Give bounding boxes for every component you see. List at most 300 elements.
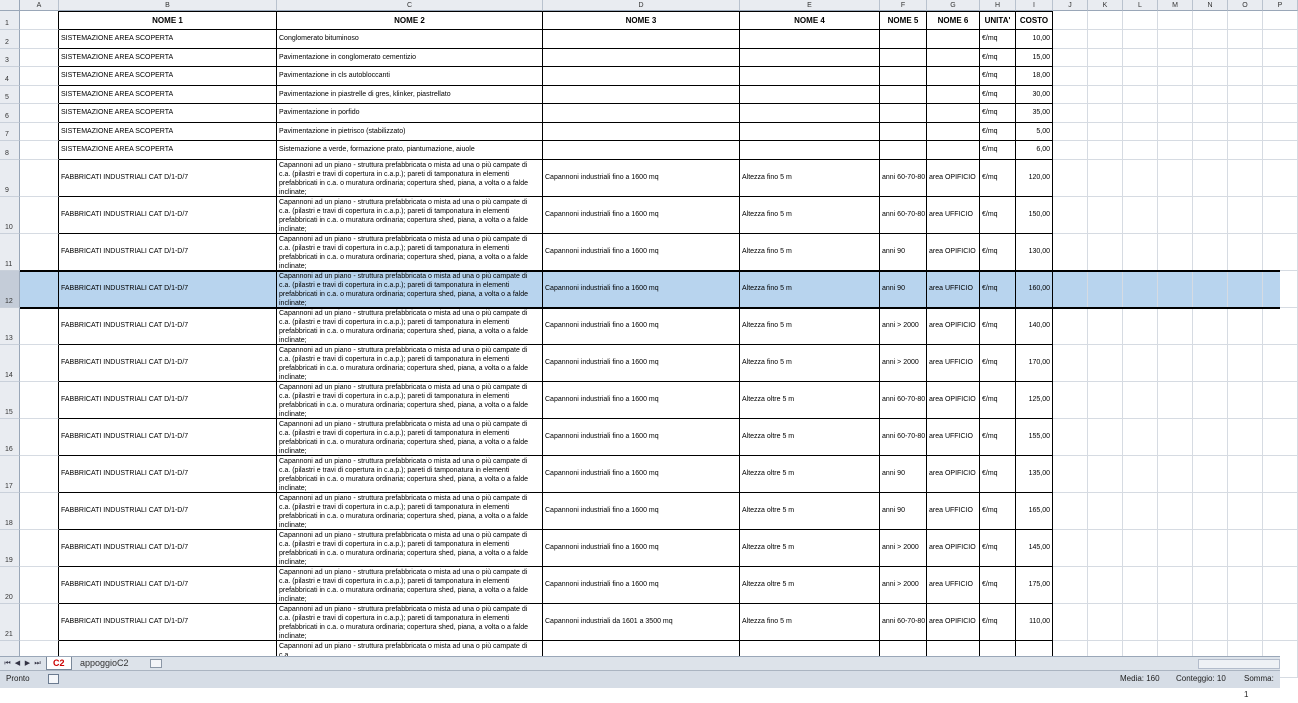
empty-cell[interactable] bbox=[1123, 11, 1158, 30]
row-header[interactable] bbox=[0, 160, 20, 197]
empty-cell[interactable] bbox=[1088, 604, 1123, 641]
empty-cell[interactable] bbox=[1158, 104, 1193, 123]
column-header-g[interactable]: G bbox=[927, 0, 980, 11]
empty-cell[interactable] bbox=[1158, 567, 1193, 604]
cell-g[interactable] bbox=[927, 30, 980, 49]
empty-cell[interactable] bbox=[1228, 382, 1263, 419]
cell-i[interactable]: 110,00 bbox=[1016, 604, 1053, 641]
cell-i[interactable]: 140,00 bbox=[1016, 308, 1053, 345]
cell-c[interactable]: Capannoni ad un piano - struttura prefabbricata o mista ad una o più campate di c.a. (pilastri e travi di copertura in c.a.p.); pareti di tamponatura in elementi prefabbricati in c.a. o muratura ordinaria; copertura shed, piana, a volta o a falde inclinate; bbox=[277, 382, 543, 419]
empty-cell[interactable] bbox=[1228, 197, 1263, 234]
column-header-j[interactable]: J bbox=[1053, 0, 1088, 11]
empty-cell[interactable] bbox=[1158, 271, 1193, 308]
cell-e[interactable]: Altezza fino 5 m bbox=[740, 308, 880, 345]
column-header-k[interactable]: K bbox=[1088, 0, 1123, 11]
empty-cell[interactable] bbox=[1263, 419, 1298, 456]
cell-b[interactable]: SISTEMAZIONE AREA SCOPERTA bbox=[59, 123, 277, 142]
empty-cell[interactable] bbox=[20, 86, 59, 105]
row-header[interactable] bbox=[0, 345, 20, 382]
empty-cell[interactable] bbox=[1193, 67, 1228, 86]
prev-sheet-nav-icon[interactable]: ◀ bbox=[14, 660, 21, 667]
cell-e[interactable] bbox=[740, 141, 880, 160]
cell-e[interactable]: Altezza fino 5 m bbox=[740, 160, 880, 197]
cell-f[interactable]: anni 90 bbox=[880, 456, 927, 493]
cell-i[interactable]: 125,00 bbox=[1016, 382, 1053, 419]
cell-g[interactable] bbox=[927, 86, 980, 105]
empty-cell[interactable] bbox=[20, 530, 59, 567]
empty-cell[interactable] bbox=[1088, 308, 1123, 345]
empty-cell[interactable] bbox=[1053, 11, 1088, 30]
empty-cell[interactable] bbox=[1053, 493, 1088, 530]
cell-f[interactable]: anni > 2000 bbox=[880, 567, 927, 604]
cell-c[interactable]: Conglomerato bituminoso bbox=[277, 30, 543, 49]
empty-cell[interactable] bbox=[20, 345, 59, 382]
empty-cell[interactable] bbox=[20, 197, 59, 234]
cell-e[interactable]: Altezza fino 5 m bbox=[740, 604, 880, 641]
empty-cell[interactable] bbox=[1123, 604, 1158, 641]
cell-c[interactable]: Capannoni ad un piano - struttura prefabbricata o mista ad una o più campate di c.a. (pilastri e travi di copertura in c.a.p.); pareti di tamponatura in elementi prefabbricati in c.a. o muratura ordinaria; copertura shed, piana, a volta o a falde inclinate; bbox=[277, 345, 543, 382]
empty-cell[interactable] bbox=[1228, 271, 1263, 308]
cell-e[interactable]: Altezza fino 5 m bbox=[740, 197, 880, 234]
cell-c[interactable]: Capannoni ad un piano - struttura prefabbricata o mista ad una o più campate di c.a. (pilastri e travi di copertura in c.a.p.); pareti di tamponatura in elementi prefabbricati in c.a. o muratura ordinaria; copertura shed, piana, a volta o a falde inclinate; bbox=[277, 493, 543, 530]
empty-cell[interactable] bbox=[20, 271, 59, 308]
empty-cell[interactable] bbox=[1158, 160, 1193, 197]
empty-cell[interactable] bbox=[1088, 197, 1123, 234]
cell-b[interactable]: SISTEMAZIONE AREA SCOPERTA bbox=[59, 104, 277, 123]
cell-e[interactable]: Altezza oltre 5 m bbox=[740, 382, 880, 419]
empty-cell[interactable] bbox=[1088, 11, 1123, 30]
empty-cell[interactable] bbox=[1053, 234, 1088, 271]
cell-d[interactable]: Capannoni industriali fino a 1600 mq bbox=[543, 197, 740, 234]
cell-e[interactable] bbox=[740, 104, 880, 123]
cell-d[interactable] bbox=[543, 49, 740, 68]
cell-f[interactable] bbox=[880, 141, 927, 160]
cell-i[interactable]: 145,00 bbox=[1016, 530, 1053, 567]
empty-cell[interactable] bbox=[1123, 160, 1158, 197]
cell-e[interactable]: Altezza oltre 5 m bbox=[740, 567, 880, 604]
cell-c[interactable]: Capannoni ad un piano - struttura prefabbricata o mista ad una o più campate di c.a. (pilastri e travi di copertura in c.a.p.); pareti di tamponatura in elementi prefabbricati in c.a. o muratura ordinaria; copertura shed, piana, a volta o a falde inclinate; bbox=[277, 271, 543, 308]
cell-b[interactable]: FABBRICATI INDUSTRIALI CAT D/1-D/7 bbox=[59, 493, 277, 530]
empty-cell[interactable] bbox=[20, 123, 59, 142]
cell-h[interactable]: €/mq bbox=[980, 141, 1016, 160]
empty-cell[interactable] bbox=[1263, 567, 1298, 604]
cell-h[interactable]: €/mq bbox=[980, 493, 1016, 530]
empty-cell[interactable] bbox=[1053, 308, 1088, 345]
cell-e[interactable]: Altezza oltre 5 m bbox=[740, 530, 880, 567]
row-header[interactable] bbox=[0, 419, 20, 456]
cell-i[interactable]: 160,00 bbox=[1016, 271, 1053, 308]
cell-b[interactable]: SISTEMAZIONE AREA SCOPERTA bbox=[59, 49, 277, 68]
empty-cell[interactable] bbox=[1158, 382, 1193, 419]
cell-c[interactable]: Capannoni ad un piano - struttura prefabbricata o mista ad una o più campate di c.a. (pilastri e travi di copertura in c.a.p.); pareti di tamponatura in elementi prefabbricati in c.a. o muratura ordinaria; copertura shed, piana, a volta o a falde inclinate; bbox=[277, 604, 543, 641]
cell-f[interactable] bbox=[880, 67, 927, 86]
cell-c[interactable]: Pavimentazione in porfido bbox=[277, 104, 543, 123]
empty-cell[interactable] bbox=[20, 160, 59, 197]
column-header-h[interactable]: H bbox=[980, 0, 1016, 11]
cell-h[interactable]: €/mq bbox=[980, 86, 1016, 105]
empty-cell[interactable] bbox=[1123, 197, 1158, 234]
empty-cell[interactable] bbox=[1053, 123, 1088, 142]
cell-c[interactable]: Capannoni ad un piano - struttura prefabbricata o mista ad una o più campate di c.a. (pilastri e travi di copertura in c.a.p.); pareti di tamponatura in elementi prefabbricati in c.a. o muratura ordinaria; copertura shed, piana, a volta o a falde inclinate; bbox=[277, 456, 543, 493]
empty-cell[interactable] bbox=[1193, 141, 1228, 160]
cell-f[interactable]: anni > 2000 bbox=[880, 530, 927, 567]
empty-cell[interactable] bbox=[1123, 456, 1158, 493]
empty-cell[interactable] bbox=[1228, 67, 1263, 86]
cell-d[interactable]: Capannoni industriali fino a 1600 mq bbox=[543, 419, 740, 456]
column-header-m[interactable]: M bbox=[1158, 0, 1193, 11]
cell-i[interactable]: 35,00 bbox=[1016, 104, 1053, 123]
cell-c[interactable]: Capannoni ad un piano - struttura prefabbricata o mista ad una o più campate di c.a. (pilastri e travi di copertura in c.a.p.); pareti di tamponatura in elementi prefabbricati in c.a. o muratura ordinaria; copertura shed, piana, a volta o a falde inclinate; bbox=[277, 567, 543, 604]
cell-d[interactable]: Capannoni industriali fino a 1600 mq bbox=[543, 271, 740, 308]
empty-cell[interactable] bbox=[1088, 530, 1123, 567]
cell-c[interactable]: Capannoni ad un piano - struttura prefabbricata o mista ad una o più campate di c.a. (pilastri e travi di copertura in c.a.p.); pareti di tamponatura in elementi prefabbricati in c.a. o muratura ordinaria; copertura shed, piana, a volta o a falde inclinate; bbox=[277, 530, 543, 567]
cell-d[interactable] bbox=[543, 141, 740, 160]
row-header[interactable] bbox=[0, 86, 20, 105]
cell-b[interactable]: FABBRICATI INDUSTRIALI CAT D/1-D/7 bbox=[59, 345, 277, 382]
empty-cell[interactable] bbox=[1158, 86, 1193, 105]
empty-cell[interactable] bbox=[1123, 141, 1158, 160]
empty-cell[interactable] bbox=[1053, 141, 1088, 160]
cell-g[interactable]: area OPIFICIO bbox=[927, 234, 980, 271]
cell-g[interactable] bbox=[927, 104, 980, 123]
cell-h[interactable]: €/mq bbox=[980, 123, 1016, 142]
column-header-p[interactable]: P bbox=[1263, 0, 1298, 11]
cell-h[interactable]: €/mq bbox=[980, 308, 1016, 345]
empty-cell[interactable] bbox=[1158, 234, 1193, 271]
empty-cell[interactable] bbox=[1193, 86, 1228, 105]
cell-g[interactable] bbox=[927, 123, 980, 142]
empty-cell[interactable] bbox=[20, 493, 59, 530]
empty-cell[interactable] bbox=[1228, 123, 1263, 142]
empty-cell[interactable] bbox=[1193, 604, 1228, 641]
empty-cell[interactable] bbox=[1193, 49, 1228, 68]
empty-cell[interactable] bbox=[1053, 67, 1088, 86]
cell-i[interactable]: 150,00 bbox=[1016, 197, 1053, 234]
cell-c[interactable]: Pavimentazione in cls autobloccanti bbox=[277, 67, 543, 86]
empty-cell[interactable] bbox=[1158, 67, 1193, 86]
empty-cell[interactable] bbox=[1088, 160, 1123, 197]
cell-e[interactable]: Altezza fino 5 m bbox=[740, 345, 880, 382]
empty-cell[interactable] bbox=[1088, 30, 1123, 49]
cell-d[interactable] bbox=[543, 67, 740, 86]
empty-cell[interactable] bbox=[1263, 530, 1298, 567]
cell-f[interactable]: anni > 2000 bbox=[880, 308, 927, 345]
cell-g[interactable] bbox=[927, 141, 980, 160]
cell-e[interactable] bbox=[740, 30, 880, 49]
cell-c[interactable]: Capannoni ad un piano - struttura prefabbricata o mista ad una o più campate di c.a. (pilastri e travi di copertura in c.a.p.); pareti di tamponatura in elementi prefabbricati in c.a. o muratura ordinaria; copertura shed, piana, a volta o a falde inclinate; bbox=[277, 419, 543, 456]
empty-cell[interactable] bbox=[1088, 271, 1123, 308]
row-header[interactable] bbox=[0, 271, 20, 308]
empty-cell[interactable] bbox=[1088, 104, 1123, 123]
empty-cell[interactable] bbox=[1053, 345, 1088, 382]
row-header[interactable] bbox=[0, 11, 20, 30]
empty-cell[interactable] bbox=[1263, 67, 1298, 86]
empty-cell[interactable] bbox=[1053, 604, 1088, 641]
cell-c[interactable]: Pavimentazione in pietrisco (stabilizzato) bbox=[277, 123, 543, 142]
row-header[interactable] bbox=[0, 104, 20, 123]
empty-cell[interactable] bbox=[20, 456, 59, 493]
empty-cell[interactable] bbox=[1088, 49, 1123, 68]
empty-cell[interactable] bbox=[1263, 382, 1298, 419]
cell-g[interactable]: area OPIFICIO bbox=[927, 160, 980, 197]
row-header[interactable] bbox=[0, 49, 20, 68]
cell-f[interactable] bbox=[880, 86, 927, 105]
empty-cell[interactable] bbox=[20, 567, 59, 604]
cell-f[interactable]: anni 60-70-80 bbox=[880, 160, 927, 197]
cell-d[interactable]: Capannoni industriali fino a 1600 mq bbox=[543, 456, 740, 493]
cell-f[interactable] bbox=[880, 104, 927, 123]
cell-d[interactable]: Capannoni industriali fino a 1600 mq bbox=[543, 567, 740, 604]
empty-cell[interactable] bbox=[1228, 419, 1263, 456]
cell-d[interactable] bbox=[543, 86, 740, 105]
empty-cell[interactable] bbox=[1263, 30, 1298, 49]
empty-cell[interactable] bbox=[1193, 234, 1228, 271]
empty-cell[interactable] bbox=[1123, 49, 1158, 68]
empty-cell[interactable] bbox=[1123, 30, 1158, 49]
column-title-nome2[interactable]: NOME 2 bbox=[277, 11, 543, 30]
empty-cell[interactable] bbox=[1228, 456, 1263, 493]
empty-cell[interactable] bbox=[1123, 123, 1158, 142]
empty-cell[interactable] bbox=[1088, 234, 1123, 271]
cell-g[interactable]: area UFFICIO bbox=[927, 419, 980, 456]
cell-h[interactable]: €/mq bbox=[980, 234, 1016, 271]
empty-cell[interactable] bbox=[1263, 11, 1298, 30]
cell-i[interactable]: 155,00 bbox=[1016, 419, 1053, 456]
empty-cell[interactable] bbox=[1123, 530, 1158, 567]
column-header-f[interactable]: F bbox=[880, 0, 927, 11]
cell-e[interactable]: Altezza fino 5 m bbox=[740, 271, 880, 308]
empty-cell[interactable] bbox=[1228, 530, 1263, 567]
empty-cell[interactable] bbox=[1053, 160, 1088, 197]
empty-cell[interactable] bbox=[1193, 419, 1228, 456]
empty-cell[interactable] bbox=[1158, 456, 1193, 493]
row-header[interactable] bbox=[0, 456, 20, 493]
column-header-n[interactable]: N bbox=[1193, 0, 1228, 11]
column-title-nome5[interactable]: NOME 5 bbox=[880, 11, 927, 30]
empty-cell[interactable] bbox=[1263, 49, 1298, 68]
empty-cell[interactable] bbox=[1158, 49, 1193, 68]
empty-cell[interactable] bbox=[1053, 271, 1088, 308]
empty-cell[interactable] bbox=[1263, 345, 1298, 382]
cell-i[interactable]: 135,00 bbox=[1016, 456, 1053, 493]
empty-cell[interactable] bbox=[1158, 30, 1193, 49]
cell-f[interactable]: anni 60-70-80 bbox=[880, 197, 927, 234]
cell-h[interactable]: €/mq bbox=[980, 567, 1016, 604]
cell-h[interactable]: €/mq bbox=[980, 67, 1016, 86]
empty-cell[interactable] bbox=[1053, 86, 1088, 105]
empty-cell[interactable] bbox=[1123, 271, 1158, 308]
cell-i[interactable]: 10,00 bbox=[1016, 30, 1053, 49]
cell-d[interactable]: Capannoni industriali fino a 1600 mq bbox=[543, 382, 740, 419]
column-header-l[interactable]: L bbox=[1123, 0, 1158, 11]
tab-c2[interactable]: C2 bbox=[46, 657, 72, 670]
column-title-nome6[interactable]: NOME 6 bbox=[927, 11, 980, 30]
empty-cell[interactable] bbox=[1053, 30, 1088, 49]
empty-cell[interactable] bbox=[1123, 67, 1158, 86]
empty-cell[interactable] bbox=[1193, 456, 1228, 493]
column-header-b[interactable]: B bbox=[59, 0, 277, 11]
empty-cell[interactable] bbox=[1088, 67, 1123, 86]
cell-e[interactable] bbox=[740, 86, 880, 105]
cell-b[interactable]: FABBRICATI INDUSTRIALI CAT D/1-D/7 bbox=[59, 382, 277, 419]
cell-f[interactable]: anni 60-70-80 bbox=[880, 604, 927, 641]
cell-b[interactable]: FABBRICATI INDUSTRIALI CAT D/1-D/7 bbox=[59, 234, 277, 271]
empty-cell[interactable] bbox=[1123, 493, 1158, 530]
cell-e[interactable]: Altezza oltre 5 m bbox=[740, 419, 880, 456]
empty-cell[interactable] bbox=[1123, 86, 1158, 105]
empty-cell[interactable] bbox=[1228, 104, 1263, 123]
cell-f[interactable] bbox=[880, 123, 927, 142]
cell-c[interactable]: Capannoni ad un piano - struttura prefabbricata o mista ad una o più campate di bbox=[277, 641, 543, 678]
cell-i[interactable]: 18,00 bbox=[1016, 67, 1053, 86]
row-header[interactable] bbox=[0, 67, 20, 86]
cell-h[interactable]: €/mq bbox=[980, 345, 1016, 382]
column-header-o[interactable]: O bbox=[1228, 0, 1263, 11]
empty-cell[interactable] bbox=[1193, 160, 1228, 197]
cell-d[interactable]: Capannoni industriali da 1601 a 3500 mq bbox=[543, 604, 740, 641]
cell-d[interactable] bbox=[543, 123, 740, 142]
cell-f[interactable]: anni 60-70-80 bbox=[880, 419, 927, 456]
cell-f[interactable]: anni 90 bbox=[880, 271, 927, 308]
cell-g[interactable]: area UFFICIO bbox=[927, 197, 980, 234]
empty-cell[interactable] bbox=[1193, 11, 1228, 30]
empty-cell[interactable] bbox=[1193, 104, 1228, 123]
cell-d[interactable] bbox=[543, 104, 740, 123]
empty-cell[interactable] bbox=[1263, 493, 1298, 530]
cell-d[interactable]: Capannoni industriali fino a 1600 mq bbox=[543, 308, 740, 345]
cell-f[interactable] bbox=[880, 30, 927, 49]
row-header[interactable] bbox=[0, 604, 20, 641]
empty-cell[interactable] bbox=[1088, 123, 1123, 142]
row-header[interactable] bbox=[0, 197, 20, 234]
empty-cell[interactable] bbox=[1228, 86, 1263, 105]
cell-b[interactable]: FABBRICATI INDUSTRIALI CAT D/1-D/7 bbox=[59, 197, 277, 234]
empty-cell[interactable] bbox=[1228, 345, 1263, 382]
empty-cell[interactable] bbox=[1263, 197, 1298, 234]
cell-b[interactable]: FABBRICATI INDUSTRIALI CAT D/1-D/7 bbox=[59, 530, 277, 567]
first-sheet-nav-icon[interactable]: ⏮ bbox=[4, 660, 11, 667]
empty-cell[interactable] bbox=[1263, 271, 1298, 308]
empty-cell[interactable] bbox=[1193, 308, 1228, 345]
cell-i[interactable]: 15,00 bbox=[1016, 49, 1053, 68]
empty-cell[interactable] bbox=[20, 308, 59, 345]
cell-i[interactable]: 170,00 bbox=[1016, 345, 1053, 382]
cell-e[interactable]: Altezza fino 5 m bbox=[740, 234, 880, 271]
row-header[interactable] bbox=[0, 493, 20, 530]
tab-appoggioc2[interactable]: appoggioC2 bbox=[80, 658, 129, 668]
empty-cell[interactable] bbox=[1053, 567, 1088, 604]
empty-cell[interactable] bbox=[20, 604, 59, 641]
empty-cell[interactable] bbox=[1193, 271, 1228, 308]
empty-cell[interactable] bbox=[1158, 419, 1193, 456]
empty-cell[interactable] bbox=[1123, 345, 1158, 382]
cell-i[interactable]: 165,00 bbox=[1016, 493, 1053, 530]
empty-cell[interactable] bbox=[1053, 456, 1088, 493]
cell-d[interactable]: Capannoni industriali fino a 1600 mq bbox=[543, 345, 740, 382]
cell-h[interactable]: €/mq bbox=[980, 271, 1016, 308]
cell-d[interactable]: Capannoni industriali fino a 1600 mq bbox=[543, 234, 740, 271]
empty-cell[interactable] bbox=[1158, 604, 1193, 641]
cell-i[interactable]: 130,00 bbox=[1016, 234, 1053, 271]
row-header[interactable] bbox=[0, 382, 20, 419]
empty-cell[interactable] bbox=[1053, 197, 1088, 234]
empty-cell[interactable] bbox=[1158, 308, 1193, 345]
cell-e[interactable] bbox=[740, 67, 880, 86]
cell-d[interactable] bbox=[543, 30, 740, 49]
empty-cell[interactable] bbox=[1228, 308, 1263, 345]
empty-cell[interactable] bbox=[1228, 160, 1263, 197]
empty-cell[interactable] bbox=[1053, 419, 1088, 456]
cell-f[interactable]: anni 90 bbox=[880, 234, 927, 271]
cell-b[interactable]: FABBRICATI INDUSTRIALI CAT D/1-D/7 bbox=[59, 604, 277, 641]
empty-cell[interactable] bbox=[1228, 141, 1263, 160]
cell-b[interactable]: FABBRICATI INDUSTRIALI CAT D/1-D/7 bbox=[59, 160, 277, 197]
next-sheet-nav-icon[interactable]: ▶ bbox=[24, 660, 31, 667]
cell-h[interactable]: €/mq bbox=[980, 530, 1016, 567]
empty-cell[interactable] bbox=[1158, 493, 1193, 530]
empty-cell[interactable] bbox=[20, 49, 59, 68]
empty-cell[interactable] bbox=[1158, 11, 1193, 30]
cell-h[interactable]: €/mq bbox=[980, 197, 1016, 234]
cell-i[interactable]: 6,00 bbox=[1016, 141, 1053, 160]
cell-h[interactable]: €/mq bbox=[980, 382, 1016, 419]
cell-c[interactable]: Capannoni ad un piano - struttura prefabbricata o mista ad una o più campate di c.a. (pilastri e travi di copertura in c.a.p.); pareti di tamponatura in elementi prefabbricati in c.a. o muratura ordinaria; copertura shed, piana, a volta o a falde inclinate; bbox=[277, 234, 543, 271]
cell-e[interactable]: Altezza oltre 5 m bbox=[740, 493, 880, 530]
cell-i[interactable]: 175,00 bbox=[1016, 567, 1053, 604]
empty-cell[interactable] bbox=[1263, 86, 1298, 105]
cell-e[interactable] bbox=[740, 123, 880, 142]
empty-cell[interactable] bbox=[1228, 30, 1263, 49]
cell-g[interactable]: area OPIFICIO bbox=[927, 382, 980, 419]
empty-cell[interactable] bbox=[1158, 530, 1193, 567]
column-header-d[interactable]: D bbox=[543, 0, 740, 11]
cell-g[interactable]: area UFFICIO bbox=[927, 493, 980, 530]
empty-cell[interactable] bbox=[1088, 493, 1123, 530]
cell-f[interactable]: anni 60-70-80 bbox=[880, 382, 927, 419]
empty-cell[interactable] bbox=[1053, 530, 1088, 567]
column-header-a[interactable]: A bbox=[20, 0, 59, 11]
cell-b[interactable]: FABBRICATI INDUSTRIALI CAT D/1-D/7 bbox=[59, 271, 277, 308]
empty-cell[interactable] bbox=[1088, 419, 1123, 456]
empty-cell[interactable] bbox=[1123, 308, 1158, 345]
empty-cell[interactable] bbox=[1193, 382, 1228, 419]
empty-cell[interactable] bbox=[1263, 123, 1298, 142]
empty-cell[interactable] bbox=[1263, 104, 1298, 123]
empty-cell[interactable] bbox=[20, 11, 59, 30]
empty-cell[interactable] bbox=[1123, 382, 1158, 419]
row-header[interactable] bbox=[0, 30, 20, 49]
macro-record-icon[interactable] bbox=[48, 674, 59, 684]
empty-cell[interactable] bbox=[1158, 123, 1193, 142]
cell-g[interactable]: area UFFICIO bbox=[927, 567, 980, 604]
empty-cell[interactable] bbox=[1263, 308, 1298, 345]
row-header[interactable] bbox=[0, 530, 20, 567]
empty-cell[interactable] bbox=[1123, 104, 1158, 123]
empty-cell[interactable] bbox=[1193, 123, 1228, 142]
column-title-nome1[interactable]: NOME 1 bbox=[59, 11, 277, 30]
empty-cell[interactable] bbox=[1263, 234, 1298, 271]
empty-cell[interactable] bbox=[1263, 141, 1298, 160]
cell-b[interactable]: FABBRICATI INDUSTRIALI CAT D/1-D/7 bbox=[59, 308, 277, 345]
empty-cell[interactable] bbox=[1193, 567, 1228, 604]
empty-cell[interactable] bbox=[20, 419, 59, 456]
empty-cell[interactable] bbox=[1088, 382, 1123, 419]
select-all-corner[interactable] bbox=[0, 0, 20, 11]
empty-cell[interactable] bbox=[1158, 197, 1193, 234]
empty-cell[interactable] bbox=[1228, 11, 1263, 30]
empty-cell[interactable] bbox=[20, 141, 59, 160]
empty-cell[interactable] bbox=[20, 104, 59, 123]
